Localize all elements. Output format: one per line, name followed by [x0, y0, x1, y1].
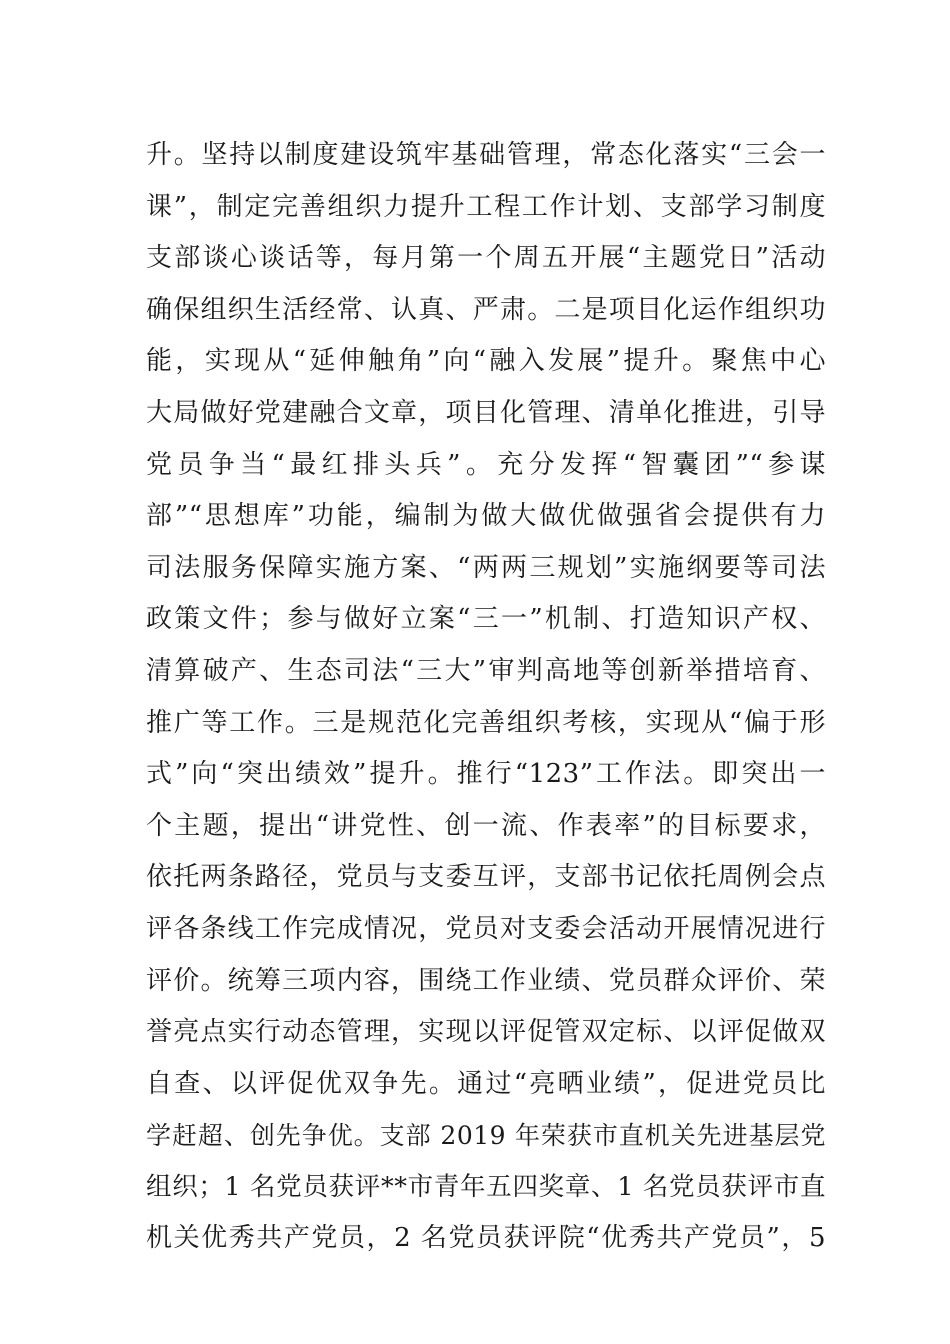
text-line: 自查、以评促优双争先。通过“亮晒业绩”，促进党员比 [146, 1068, 826, 1099]
text-line: 式”向“突出绩效”提升。推行“123”工作法。即突出一 [146, 759, 826, 790]
text-line: 誉亮点实行动态管理，实现以评促管双定标、以评促做双 [146, 1017, 826, 1048]
text-line: 评价。统筹三项内容，围绕工作业绩、党员群众评价、荣 [146, 965, 826, 996]
text-line: 组织；1 名党员获评**市青年五四奖章、1 名党员获评市直 [146, 1171, 826, 1202]
text-line: 清算破产、生态司法“三大”审判高地等创新举措培育、 [146, 655, 826, 686]
text-line: 部”“思想库”功能，编制为做大做优做强省会提供有力 [146, 501, 826, 532]
text-line: 政策文件；参与做好立案“三一”机制、打造知识产权、 [146, 604, 826, 635]
text-line: 党员争当“最红排头兵”。充分发挥“智囊团”“参谋 [146, 449, 826, 480]
text-line: 升。坚持以制度建设筑牢基础管理，常态化落实“三会一 [146, 140, 826, 170]
text-line: 个主题，提出“讲党性、创一流、作表率”的目标要求， [146, 810, 826, 841]
text-line: 能，实现从“延伸触角”向“融入发展”提升。聚焦中心 [146, 346, 826, 377]
text-line: 机关优秀共产党员，2 名党员获评院“优秀共产党员”，5 [146, 1223, 826, 1254]
text-line: 司法服务保障实施方案、“两两三规划”实施纲要等司法 [146, 552, 826, 583]
text-line: 学赶超、创先争优。支部 2019 年荣获市直机关先进基层党 [146, 1121, 826, 1151]
body-text [146, 130, 826, 1265]
text-line: 依托两条路径，党员与支委互评，支部书记依托周例会点 [146, 862, 826, 893]
text-line: 课”，制定完善组织力提升工程工作计划、支部学习制度 [146, 191, 826, 222]
text-line: 大局做好党建融合文章，项目化管理、清单化推进，引导 [146, 397, 826, 428]
text-line: 评各条线工作完成情况，党员对支委会活动开展情况进行 [146, 913, 826, 944]
text-line: 支部谈心谈话等，每月第一个周五开展“主题党日”活动 [146, 243, 826, 274]
text-line: 推广等工作。三是规范化完善组织考核，实现从“偏于形 [146, 707, 826, 738]
text-line: 确保组织生活经常、认真、严肃。二是项目化运作组织功 [146, 294, 826, 325]
